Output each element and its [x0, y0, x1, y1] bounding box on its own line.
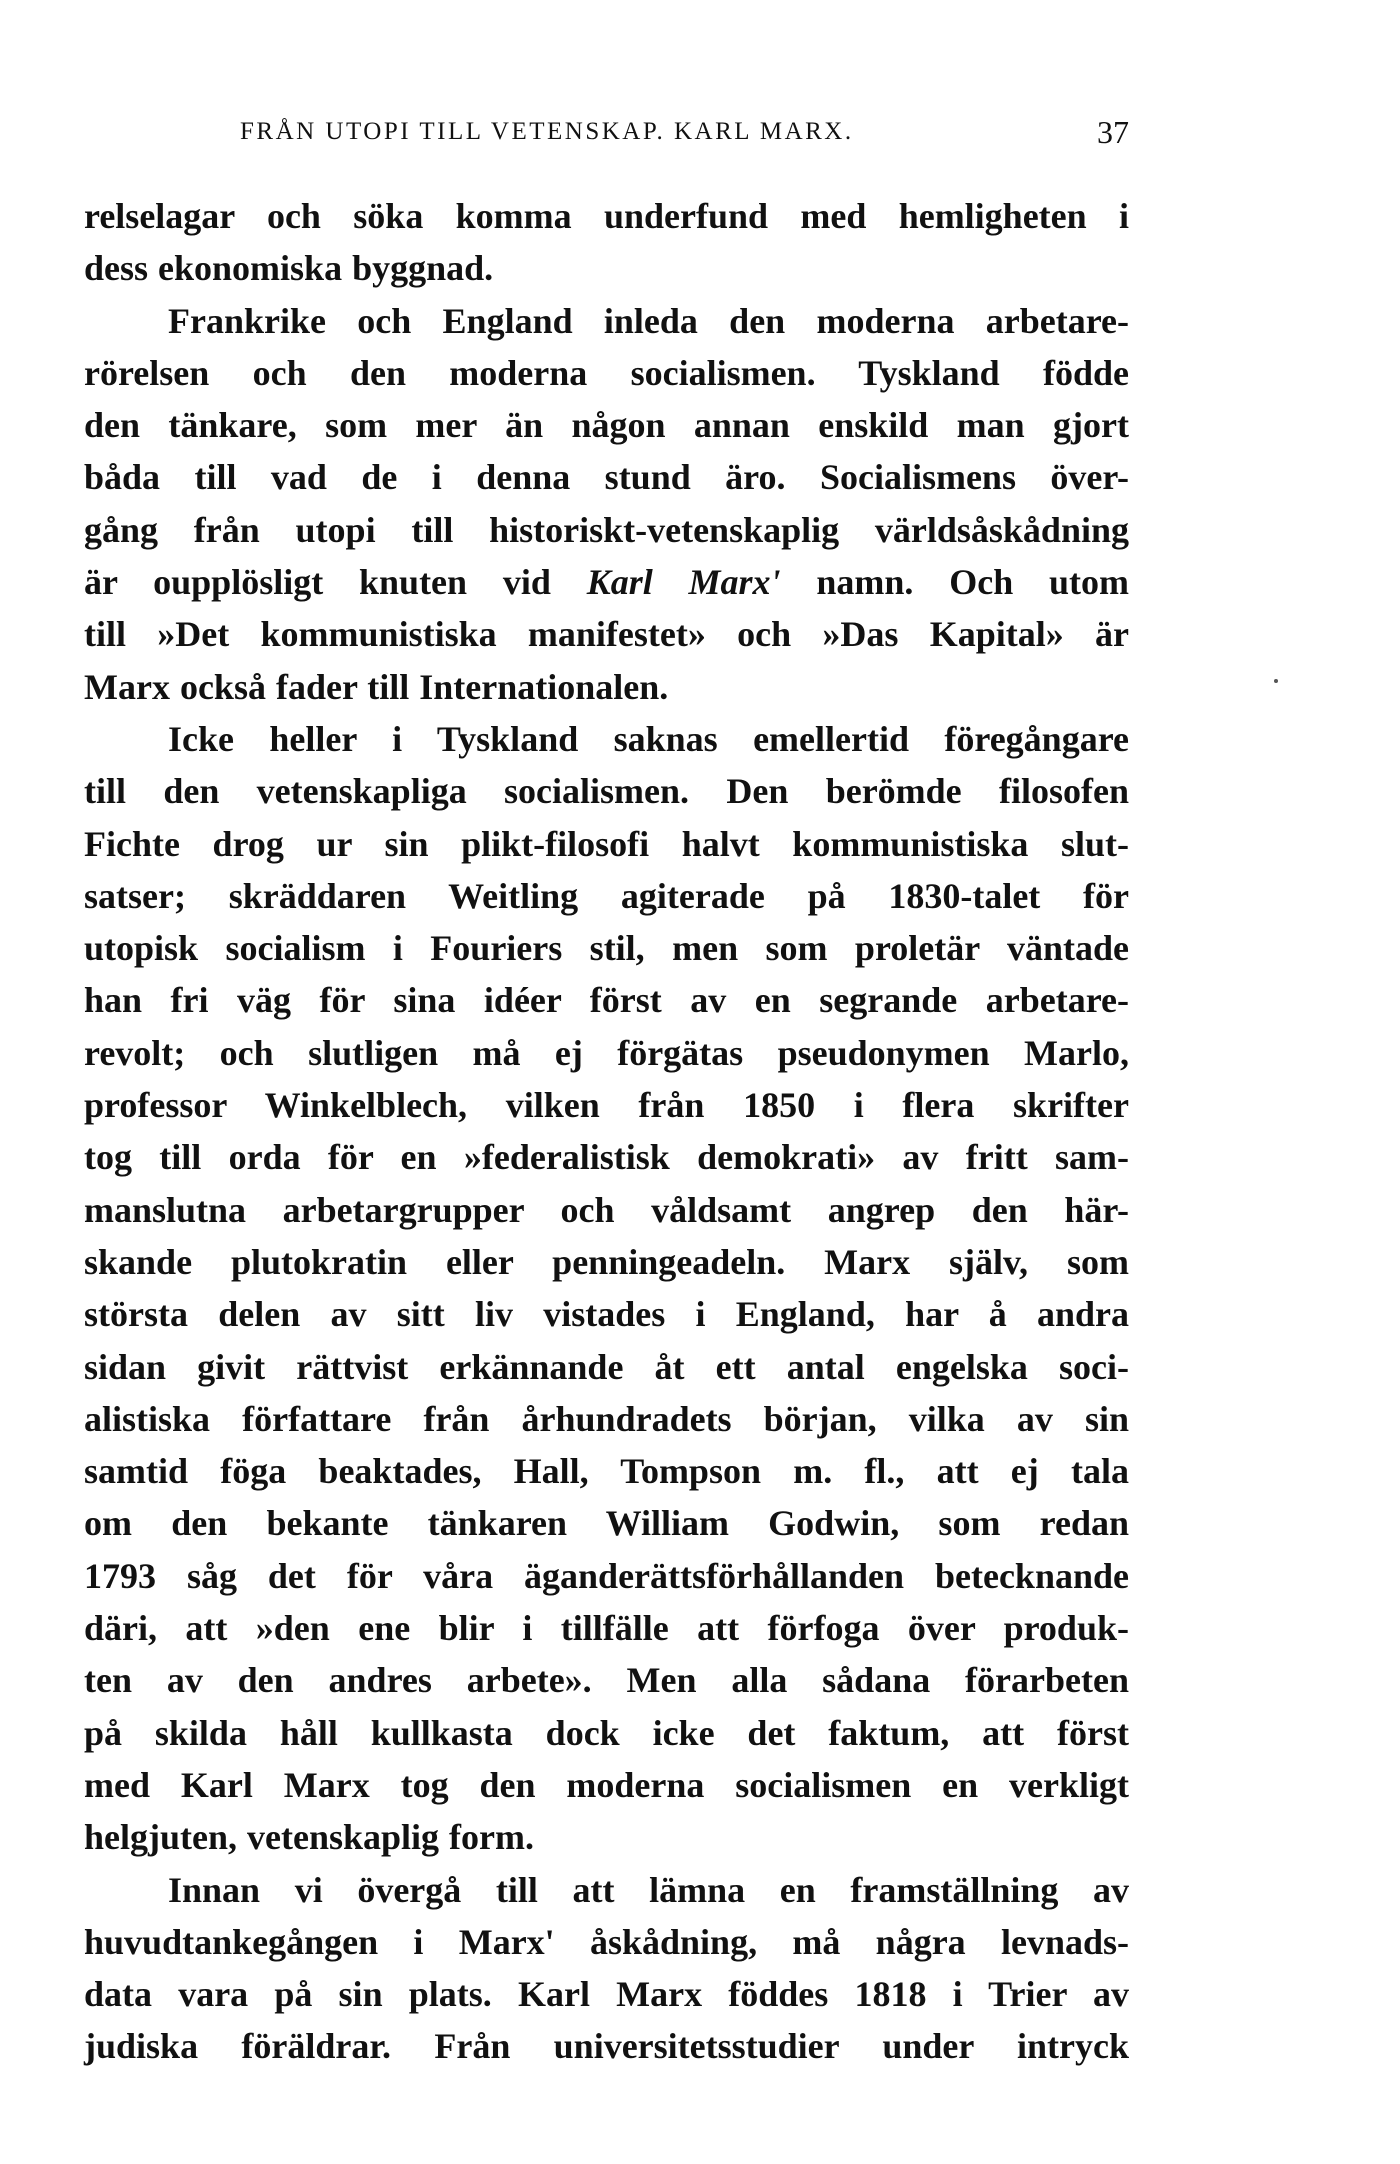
text-line: judiska föräldrar. Från universitetsstudier under intryck — [84, 2026, 1129, 2067]
text-line: skande plutokratin eller penningeadeln. Marx själv, som — [84, 1241, 1129, 1282]
page-number: 37 — [1097, 114, 1129, 150]
body-text — [84, 190, 1129, 2073]
text-line: den tänkare, som mer än någon annan enskild man gjort — [84, 405, 1129, 446]
text-line: sidan givit rättvist erkännande åt ett antal engelska soci- — [84, 1346, 1129, 1387]
running-header — [84, 114, 1129, 158]
ink-speck — [1274, 679, 1278, 683]
text-line: huvudtankegången i Marx' åskådning, må några levnads- — [84, 1921, 1129, 1962]
text-line: relselagar och söka komma underfund med hemligheten i — [84, 196, 1129, 236]
text-line: Frankrike och England inleda den moderna arbetare- — [168, 300, 1129, 341]
text-segment: är oupplösligt knuten vid — [84, 562, 551, 603]
text-segment: namn. Och utom — [816, 562, 1130, 603]
text-line: samtid föga beaktades, Hall, Tompson m. fl., att ej tala — [84, 1451, 1129, 1492]
text-line: Marx också fader till Internationalen. — [84, 666, 669, 707]
text-line: gång från utopi till historiskt-vetenskaplig världsåskådning — [84, 509, 1129, 550]
text-line: han fri väg för sina idéer först av en segrande arbetare- — [84, 980, 1129, 1021]
text-line: dess ekonomiska byggnad. — [84, 248, 494, 289]
text-line: däri, att »den ene blir i tillfälle att förfoga över produk- — [84, 1608, 1129, 1649]
text-line — [84, 556, 1129, 608]
running-title: FRÅN UTOPI TILL VETENSKAP. KARL MARX. — [240, 118, 854, 145]
text-line: Innan vi övergå till att lämna en framställning av — [168, 1869, 1129, 1910]
text-line: Icke heller i Tyskland saknas emellertid föregångare — [168, 718, 1129, 759]
text-line: helgjuten, vetenskaplig form. — [84, 1817, 534, 1858]
text-line: utopisk socialism i Fouriers stil, men som proletär väntade — [84, 928, 1129, 969]
text-line: professor Winkelblech, vilken från 1850 i flera skrifter — [84, 1085, 1129, 1126]
text-line: satser; skräddaren Weitling agiterade på 1830-talet för — [84, 875, 1129, 916]
text-line: båda till vad de i denna stund äro. Socialismens över- — [84, 457, 1129, 498]
text-line: med Karl Marx tog den moderna socialismen en verkligt — [84, 1764, 1129, 1805]
text-line: rörelsen och den moderna socialismen. Tyskland födde — [84, 352, 1129, 393]
text-line: tog till orda för en »federalistisk demokrati» av fritt sam- — [84, 1137, 1129, 1178]
text-line: Fichte drog ur sin plikt-filosofi halvt kommunistiska slut- — [84, 823, 1129, 864]
text-line: största delen av sitt liv vistades i England, har å andra — [84, 1294, 1129, 1335]
italic-name: Karl Marx' — [586, 562, 781, 603]
text-line: om den bekante tänkaren William Godwin, som redan — [84, 1503, 1129, 1544]
text-line: 1793 såg det för våra äganderättsförhållanden betecknande — [84, 1555, 1129, 1596]
text-line: till »Det kommunistiska manifestet» och »Das Kapital» är — [84, 614, 1129, 655]
text-line: manslutna arbetargrupper och våldsamt angrep den här- — [84, 1189, 1129, 1230]
text-line: alistiska författare från århundradets början, vilka av sin — [84, 1398, 1129, 1439]
text-line: data vara på sin plats. Karl Marx föddes 1818 i Trier av — [84, 1974, 1129, 2015]
text-line: på skilda håll kullkasta dock icke det faktum, att först — [84, 1712, 1129, 1753]
text-line: till den vetenskapliga socialismen. Den berömde filosofen — [84, 771, 1129, 812]
text-line: revolt; och slutligen må ej förgätas pseudonymen Marlo, — [84, 1032, 1129, 1073]
text-line: ten av den andres arbete». Men alla sådana förarbeten — [84, 1660, 1129, 1701]
